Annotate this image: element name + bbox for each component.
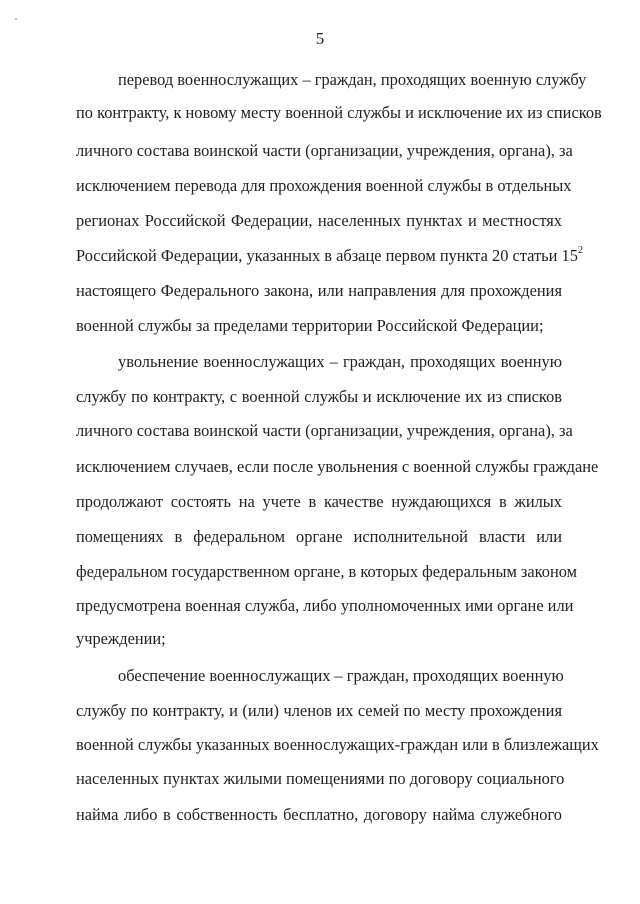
paragraph-1-line-3: личного состава воинской части (организации, учреждения, органа), за: [76, 141, 573, 160]
superscript-mark: 2: [577, 244, 583, 256]
paragraph-2-line-4: исключением случаев, если после увольнения с военной службы граждане: [76, 457, 599, 476]
paragraph-3-line-2: службу по контракту, и (или) членов их семей по месту прохождения: [76, 701, 562, 720]
paragraph-3-line-5: найма либо в собственность бесплатно, договору найма служебного: [76, 805, 562, 824]
paragraph-1-line-7: настоящего Федерального закона, или направления для прохождения: [76, 281, 562, 300]
paragraph-3-line-3: военной службы указанных военнослужащих-граждан или в близлежащих: [76, 735, 599, 754]
paragraph-2-line-2: службу по контракту, с военной службы и исключение их из списков: [76, 387, 562, 406]
page-number: 5: [315, 29, 325, 48]
paragraph-1-line-1: перевод военнослужащих – граждан, проходящих военную службу: [118, 70, 587, 89]
paragraph-2-line-7: федеральном государственном органе, в которых федеральным законом: [76, 562, 578, 581]
paragraph-3-line-4: населенных пунктах жилыми помещениями по договору социального: [76, 769, 565, 788]
paragraph-1-line-2: по контракту, к новому месту военной службы и исключение их из списков: [76, 103, 602, 122]
paragraph-1-line-5: регионах Российской Федерации, населенных пунктах и местностях: [76, 211, 562, 230]
paragraph-1-line-6: [76, 244, 583, 268]
scan-mark: [15, 18, 17, 20]
paragraph-2-line-6: помещениях в федеральном органе исполнительной власти или: [76, 527, 562, 546]
paragraph-2-line-8: предусмотрена военная служба, либо уполномоченных ими органе или: [76, 596, 574, 615]
paragraph-1-line-6-text: Российской Федерации, указанных в абзаце первом пункта 20 статьи 15: [76, 246, 578, 265]
paragraph-1-line-4: исключением перевода для прохождения военной службы в отдельных: [76, 176, 572, 195]
paragraph-2-line-3: личного состава воинской части (организации, учреждения, органа), за: [76, 421, 573, 440]
paragraph-2-line-1: увольнение военнослужащих – граждан, проходящих военную: [118, 352, 562, 371]
paragraph-2-line-5: продолжают состоять на учете в качестве нуждающихся в жилых: [76, 492, 562, 511]
paragraph-3-line-1: обеспечение военнослужащих – граждан, проходящих военную: [118, 666, 564, 685]
paragraph-1-line-8: военной службы за пределами территории Российской Федерации;: [76, 316, 544, 335]
paragraph-2-line-9: учреждении;: [76, 629, 166, 648]
